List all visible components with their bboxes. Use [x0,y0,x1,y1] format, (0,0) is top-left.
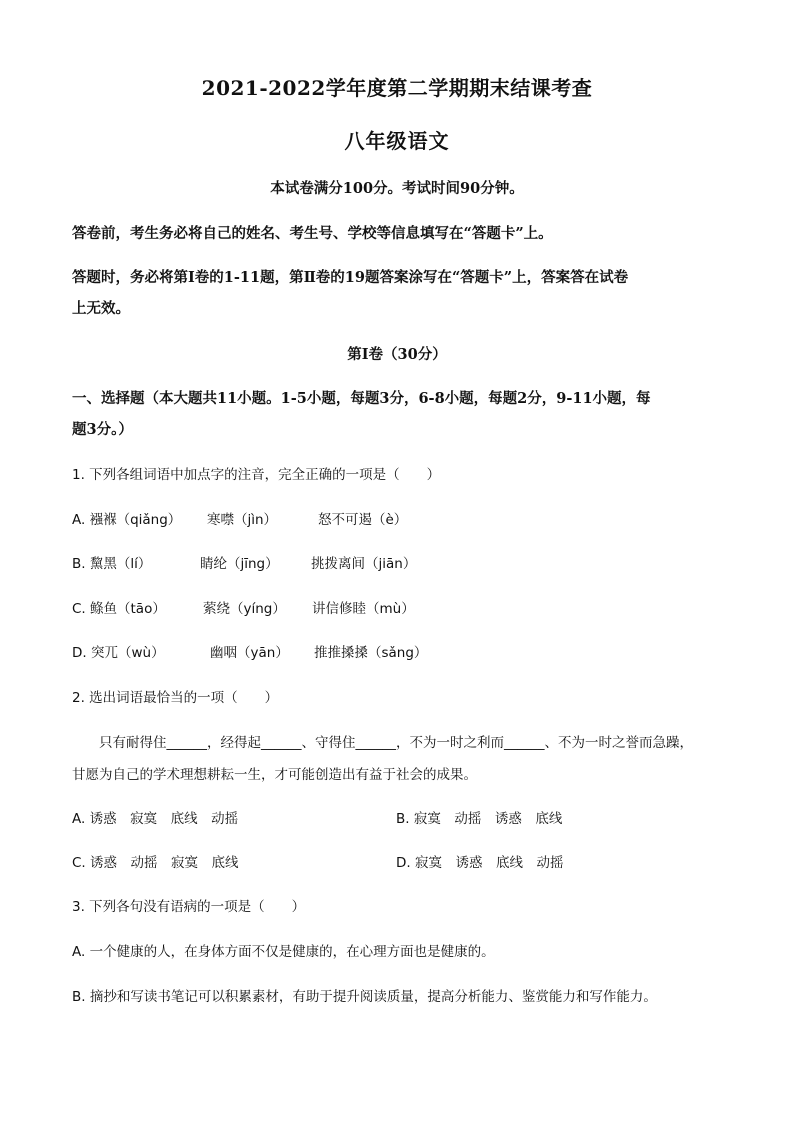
q2-option-a: A. 诱惑 寂寞 底线 动摇 [72,811,239,827]
q2-passage-cont: 甘愿为自己的学术理想耕耘一生，才可能创造出有益于社会的成果。 [72,767,477,783]
q1-option-d-3: 推推搡搡（sǎng） [314,645,428,661]
score-info: 本试卷满分100分。考试时间90分钟。 [270,180,524,197]
section-heading: 一、选择题（本大题共11小题。1-5小题，每题3分，6-8小题，每题2分，9-11小题，每 [72,390,651,407]
q2-passage: 只有耐得住______，经得起______、守得住______，不为一时之利而______、不为一时之誉而急躁， [99,735,693,751]
q1-option-d-1: D. 突兀（wù） [72,645,165,661]
instruction-2-cont: 上无效。 [72,300,130,317]
q3-option-a: A. 一个健康的人，在身体方面不仅是健康的，在心理方面也是健康的。 [72,944,495,960]
q1-option-c-3: 讲信修睦（mù） [312,601,415,617]
q1-option-b-2: 睛纶（jīng） [200,556,279,572]
q3-stem: 3. 下列各句没有语病的一项是（ ） [72,899,306,915]
subject-title: 八年级语文 [344,129,450,153]
q1-option-a-2: 寒噤（jìn） [207,512,278,528]
q1-option-d-2: 幽咽（yān） [210,645,289,661]
instruction-1: 答卷前，考生务必将自己的姓名、考生号、学校等信息填写在“答题卡”上。 [72,225,553,242]
q2-option-c: C. 诱惑 动摇 寂寞 底线 [72,855,239,871]
q1-stem: 1. 下列各组词语中加点字的注音，完全正确的一项是（ ） [72,467,441,483]
q1-option-b-1: B. 黧黑（lí） [72,556,152,572]
q1-option-c-1: C. 鲦鱼（tāo） [72,601,166,617]
q1-option-b-3: 挑拨离间（jiān） [311,556,417,572]
q2-option-b: B. 寂寞 动摇 诱惑 底线 [396,811,563,827]
q1-option-c-2: 萦绕（yíng） [203,601,286,617]
q1-option-a-3: 怒不可遏（è） [318,512,408,528]
q2-stem: 2. 选出词语最恰当的一项（ ） [72,690,279,706]
exam-title: 2021-2022学年度第二学期期末结课考查 [201,76,593,100]
q3-option-b: B. 摘抄和写读书笔记可以积累素材，有助于提升阅读质量，提高分析能力、鉴赏能力和写作能力。 [72,989,657,1005]
instruction-2: 答题时，务必将第Ⅰ卷的1-11题，第Ⅱ卷的19题答案涂写在“答题卡”上，答案答在试卷 [72,269,629,286]
q1-option-a-1: A. 襁褓（qiǎng） [72,512,182,528]
section-title: 第Ⅰ卷（30分） [347,346,447,363]
section-heading-cont: 题3分。） [72,421,133,438]
q2-option-d: D. 寂寞 诱惑 底线 动摇 [396,855,564,871]
